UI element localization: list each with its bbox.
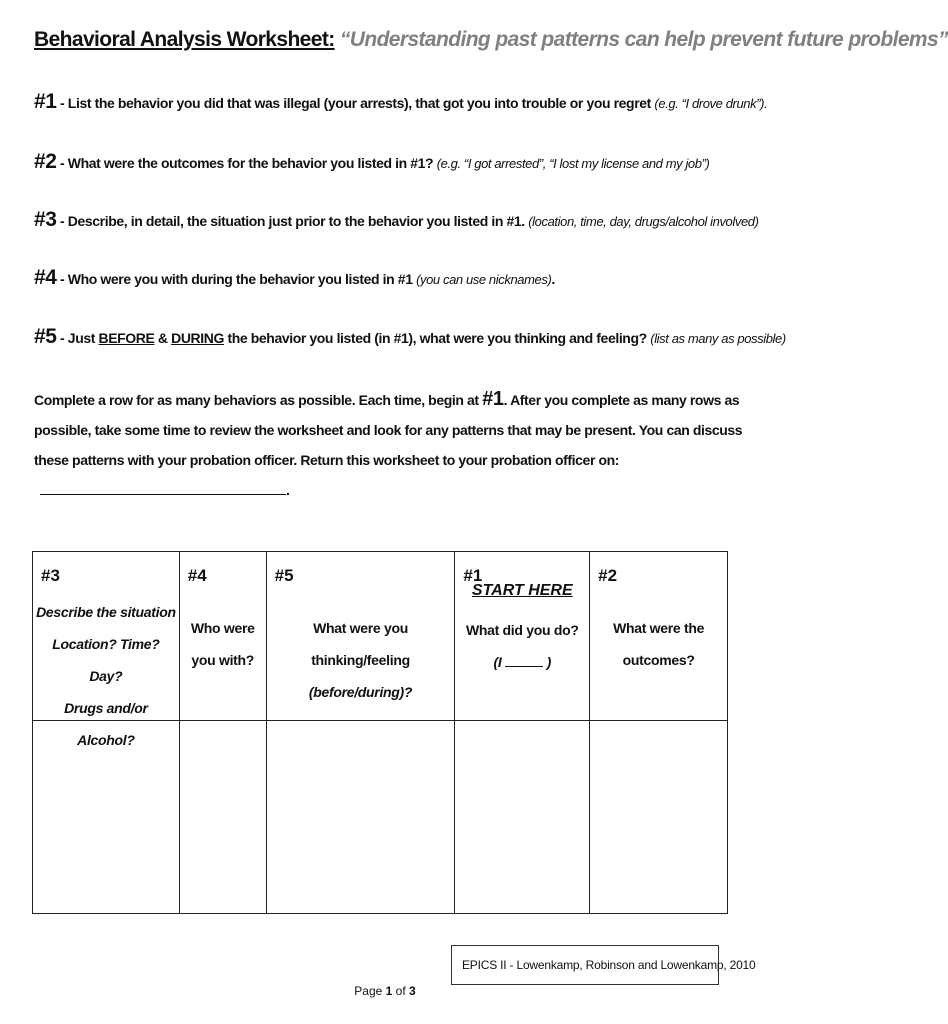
cell-outcomes[interactable] — [590, 721, 728, 914]
instructions-part1: Complete a row for as many behaviors as possible. Each time, begin at — [34, 392, 483, 408]
header-line — [457, 646, 587, 678]
header-line: Location? Time? Day? — [52, 636, 160, 684]
header-behavior-text — [457, 614, 587, 678]
question-example: (list as many as possible) — [650, 331, 786, 346]
question-end: . — [551, 271, 555, 287]
header-line: you with? — [191, 652, 255, 668]
question-example: (you can use nicknames) — [416, 272, 552, 287]
cell-behavior[interactable] — [455, 721, 590, 914]
question-number: #5 — [34, 325, 57, 348]
start-here-label: START HERE — [471, 582, 573, 599]
instructions-part2: . After you complete as many rows as possible, take some time to review the worksheet and look for any patterns that may be present. You can discuss these patterns with your probation officer. Return this worksheet to your probation officer on: — [34, 392, 743, 468]
header-outcomes-text — [592, 612, 725, 676]
column-number: #4 — [187, 566, 207, 585]
table-header-row — [33, 552, 728, 721]
question-text: - List the behavior you did that was illegal (your arrests), that got you into trouble or you regret — [56, 95, 655, 111]
question-1 — [34, 90, 768, 114]
question-example: (e.g. “I drove drunk”). — [654, 96, 768, 111]
worksheet-title — [34, 28, 948, 52]
title-label: Behavioral Analysis Worksheet: — [34, 28, 335, 51]
header-line: What were you thinking/feeling — [311, 620, 410, 668]
paren-open: (I — [493, 654, 502, 670]
header-outcomes — [590, 552, 728, 721]
title-subtitle: “Understanding past patterns can help prevent future problems” — [339, 28, 948, 51]
question-text: - What were the outcomes for the behavior you listed in #1? — [56, 155, 437, 171]
credit-box — [451, 945, 756, 985]
column-number: #5 — [274, 566, 294, 585]
header-thinking — [266, 552, 455, 721]
question-5 — [34, 325, 786, 349]
question-number: #3 — [34, 208, 57, 231]
header-who — [179, 552, 266, 721]
page-of: of — [392, 984, 410, 998]
instructions-end: . — [286, 482, 290, 498]
inline-blank — [505, 654, 543, 667]
question-number: #2 — [34, 150, 57, 173]
cell-situation[interactable] — [33, 721, 180, 914]
page-number — [0, 984, 770, 998]
question-amp: & — [154, 330, 172, 346]
question-example: (location, time, day, drugs/alcohol involved) — [528, 214, 759, 229]
page-total: 3 — [409, 984, 416, 998]
question-number: #4 — [34, 266, 57, 289]
instructions-number: #1 — [482, 388, 504, 410]
cell-thinking[interactable] — [266, 721, 455, 914]
table-row — [33, 721, 728, 914]
header-line: (before/during)? — [308, 684, 413, 700]
header-line: Drugs and/or Alcohol? — [64, 700, 148, 748]
during-keyword: DURING — [171, 330, 224, 346]
question-number: #1 — [34, 90, 57, 113]
question-text: the behavior you listed (in #1), what were you thinking and feeling? — [223, 330, 651, 346]
question-3 — [34, 208, 764, 232]
page-label: Page — [354, 984, 386, 998]
header-line: Describe the situation — [36, 604, 176, 620]
page-current: 1 — [385, 984, 393, 998]
paren-close: ) — [546, 654, 552, 670]
before-keyword: BEFORE — [98, 330, 155, 346]
question-text: - Describe, in detail, the situation just prior to the behavior you listed in #1. — [56, 213, 529, 229]
header-who-text — [182, 612, 264, 676]
header-line: What were the — [613, 620, 705, 636]
question-2 — [34, 150, 764, 174]
return-date-field[interactable] — [40, 480, 286, 495]
header-thinking-text — [269, 612, 453, 708]
header-line: What did you do? — [465, 622, 579, 638]
question-4 — [34, 266, 764, 290]
header-line: outcomes? — [622, 652, 695, 668]
header-behavior — [455, 552, 590, 721]
cell-who[interactable] — [179, 721, 266, 914]
question-text: - Who were you with during the behavior you listed in #1 — [56, 271, 417, 287]
question-example: (e.g. “I got arrested”, “I lost my license and my job”) — [436, 156, 710, 171]
question-pre: - Just — [56, 330, 99, 346]
column-number: #3 — [41, 566, 60, 585]
column-number: #1 — [463, 566, 483, 585]
credit-text: EPICS II - Lowenkamp, Robinson and Lowenkamp, 2010 — [462, 958, 756, 972]
column-number: #2 — [598, 566, 618, 585]
worksheet-table — [32, 551, 728, 914]
header-situation — [33, 552, 180, 748]
header-line: Who were — [190, 620, 255, 636]
instructions — [34, 384, 764, 505]
